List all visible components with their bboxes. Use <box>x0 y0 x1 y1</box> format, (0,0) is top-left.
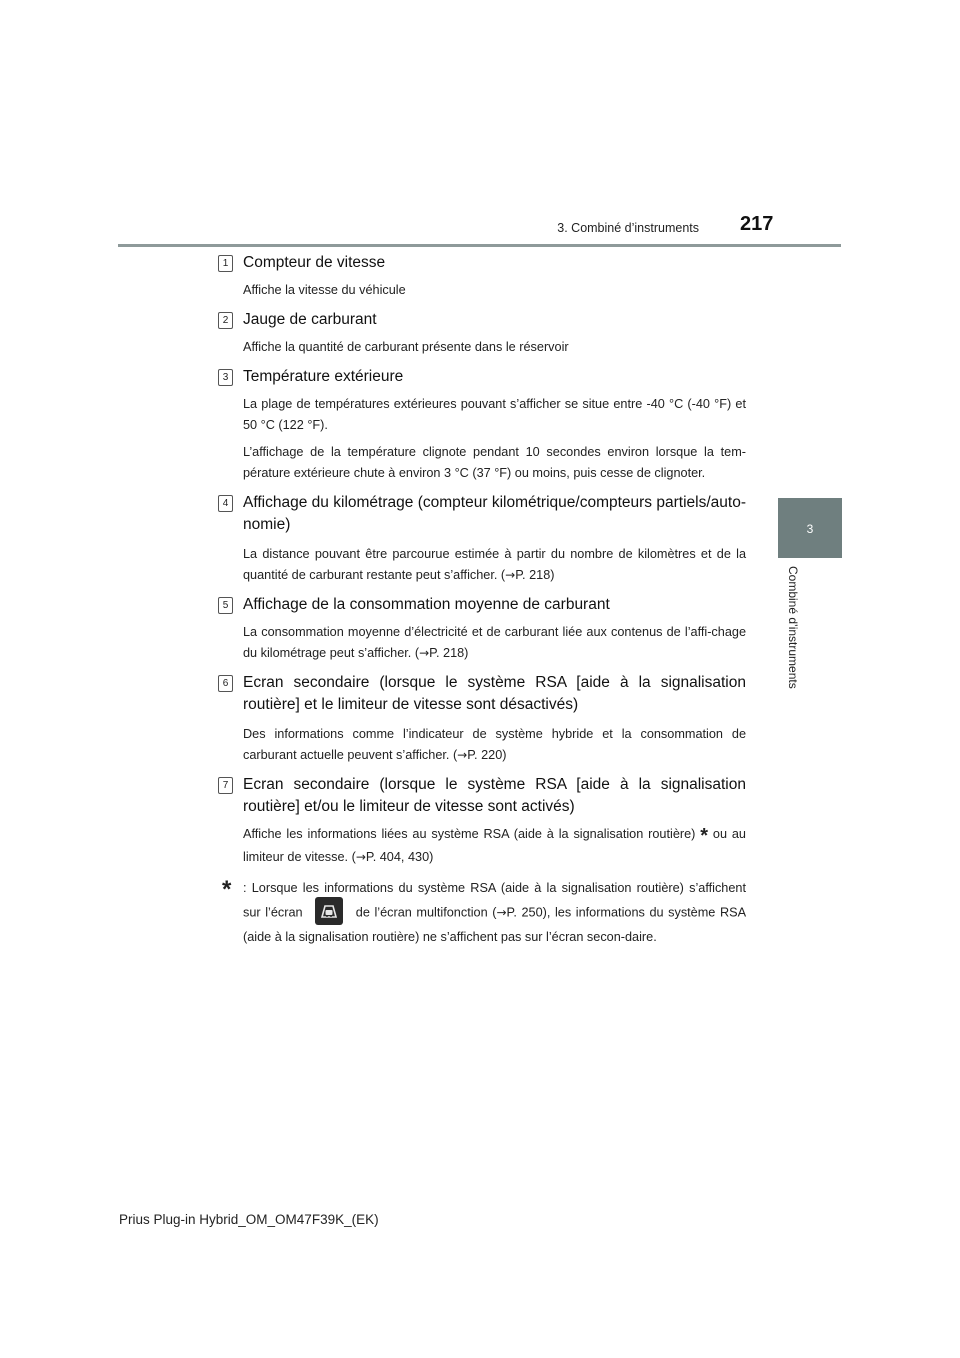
item-secondary-screen-active <box>218 774 746 868</box>
item-title: Affichage de la consommation moyenne de carburant <box>243 596 610 613</box>
item-title: Affichage du kilométrage (compteur kilométrique/compteurs partiels/auto-nomie) <box>243 494 746 533</box>
item-description: Affiche la quantité de carburant présente dans le réservoir <box>243 340 569 354</box>
item-outside-temperature <box>218 366 746 484</box>
footnote-text: : Lorsque les informations du système RSA (aide à la signalisation routière) s’affichent sur l’écran <box>243 881 746 920</box>
item-number-badge: 1 <box>218 255 233 272</box>
item-odometer-display <box>218 492 746 586</box>
item-description: La consommation moyenne d’électricité et de carburant liée aux contenus de l’affi-chage du kilométrage peut s’afficher. (→P. 218) <box>243 625 746 660</box>
item-description: L’affichage de la température clignote pendant 10 secondes environ lorsque la tem-pérature extérieure chute à environ 3 °C (37 °F) ou moins, puis cesse de clignoter. <box>243 445 746 480</box>
item-secondary-screen-inactive <box>218 672 746 766</box>
item-fuel-gauge <box>218 309 746 358</box>
page-ref-arrow-icon: → <box>457 748 468 762</box>
footnote-asterisk: * <box>222 876 232 903</box>
item-title: Jauge de carburant <box>243 311 377 328</box>
item-number-badge: 6 <box>218 675 233 692</box>
content <box>218 252 746 948</box>
page-ref-arrow-icon: → <box>496 905 507 920</box>
rsa-screen-icon <box>315 897 343 925</box>
item-title: Ecran secondaire (lorsque le système RSA [aide à la signalisation routière] et/ou le limiteur de vitesse sont activés) <box>243 776 746 815</box>
header-section-title: 3. Combiné d’instruments <box>557 221 699 235</box>
page-reference[interactable]: P. 250), les informations du système RSA (aide à la signalisation routière) ne s’affichent pas sur l’écran secon-daire. <box>243 905 747 944</box>
page-ref-arrow-icon: → <box>355 850 366 864</box>
item-number-badge: 3 <box>218 369 233 386</box>
item-average-consumption <box>218 594 746 664</box>
item-number-badge: 4 <box>218 495 233 512</box>
page-reference[interactable]: P. 218) <box>515 568 555 582</box>
header-rule <box>118 244 841 247</box>
page-ref-arrow-icon: → <box>419 646 430 660</box>
side-tab-number: 3 <box>778 498 842 558</box>
item-title: Ecran secondaire (lorsque le système RSA [aide à la signalisation routière] et le limiteur de vitesse sont désactivés) <box>243 674 746 713</box>
asterisk-mark: * <box>700 825 709 847</box>
item-title: Compteur de vitesse <box>243 254 386 271</box>
page-reference[interactable]: P. 404, 430) <box>365 850 434 864</box>
item-title: Température extérieure <box>243 368 404 385</box>
side-tab-label: Combiné d’instruments <box>786 566 800 689</box>
item-number-badge: 5 <box>218 597 233 614</box>
item-description: La plage de températures extérieures pouvant s’afficher se situe entre -40 °C (-40 °F) et 50 °C (122 °F). <box>243 397 746 432</box>
page-ref-arrow-icon: → <box>505 568 516 582</box>
item-speedometer <box>218 252 746 301</box>
item-number-badge: 2 <box>218 312 233 329</box>
item-description: Affiche la vitesse du véhicule <box>243 283 406 297</box>
page-number: 217 <box>740 213 774 235</box>
item-number-badge: 7 <box>218 777 233 794</box>
item-description: Affiche les informations liées au système RSA (aide à la signalisation routière) * ou au limiteur de vitesse. (→P. 404, 430) <box>243 825 746 864</box>
footnote-text: de l’écran multifonction ( <box>355 905 497 920</box>
item-description: Des informations comme l’indicateur de système hybride et la consommation de carburant actuelle peuvent s’afficher. (→P. 220) <box>243 727 746 762</box>
item-description: La distance pouvant être parcourue estimée à partir du nombre de kilomètres et de la quantité de carburant restante peut s’afficher. (→P. 218) <box>243 547 746 582</box>
footer-document-id: Prius Plug-in Hybrid_OM_OM47F39K_(EK) <box>119 1212 379 1227</box>
footnote <box>218 878 746 948</box>
page-reference[interactable]: P. 218) <box>429 646 469 660</box>
page-reference[interactable]: P. 220) <box>467 748 507 762</box>
